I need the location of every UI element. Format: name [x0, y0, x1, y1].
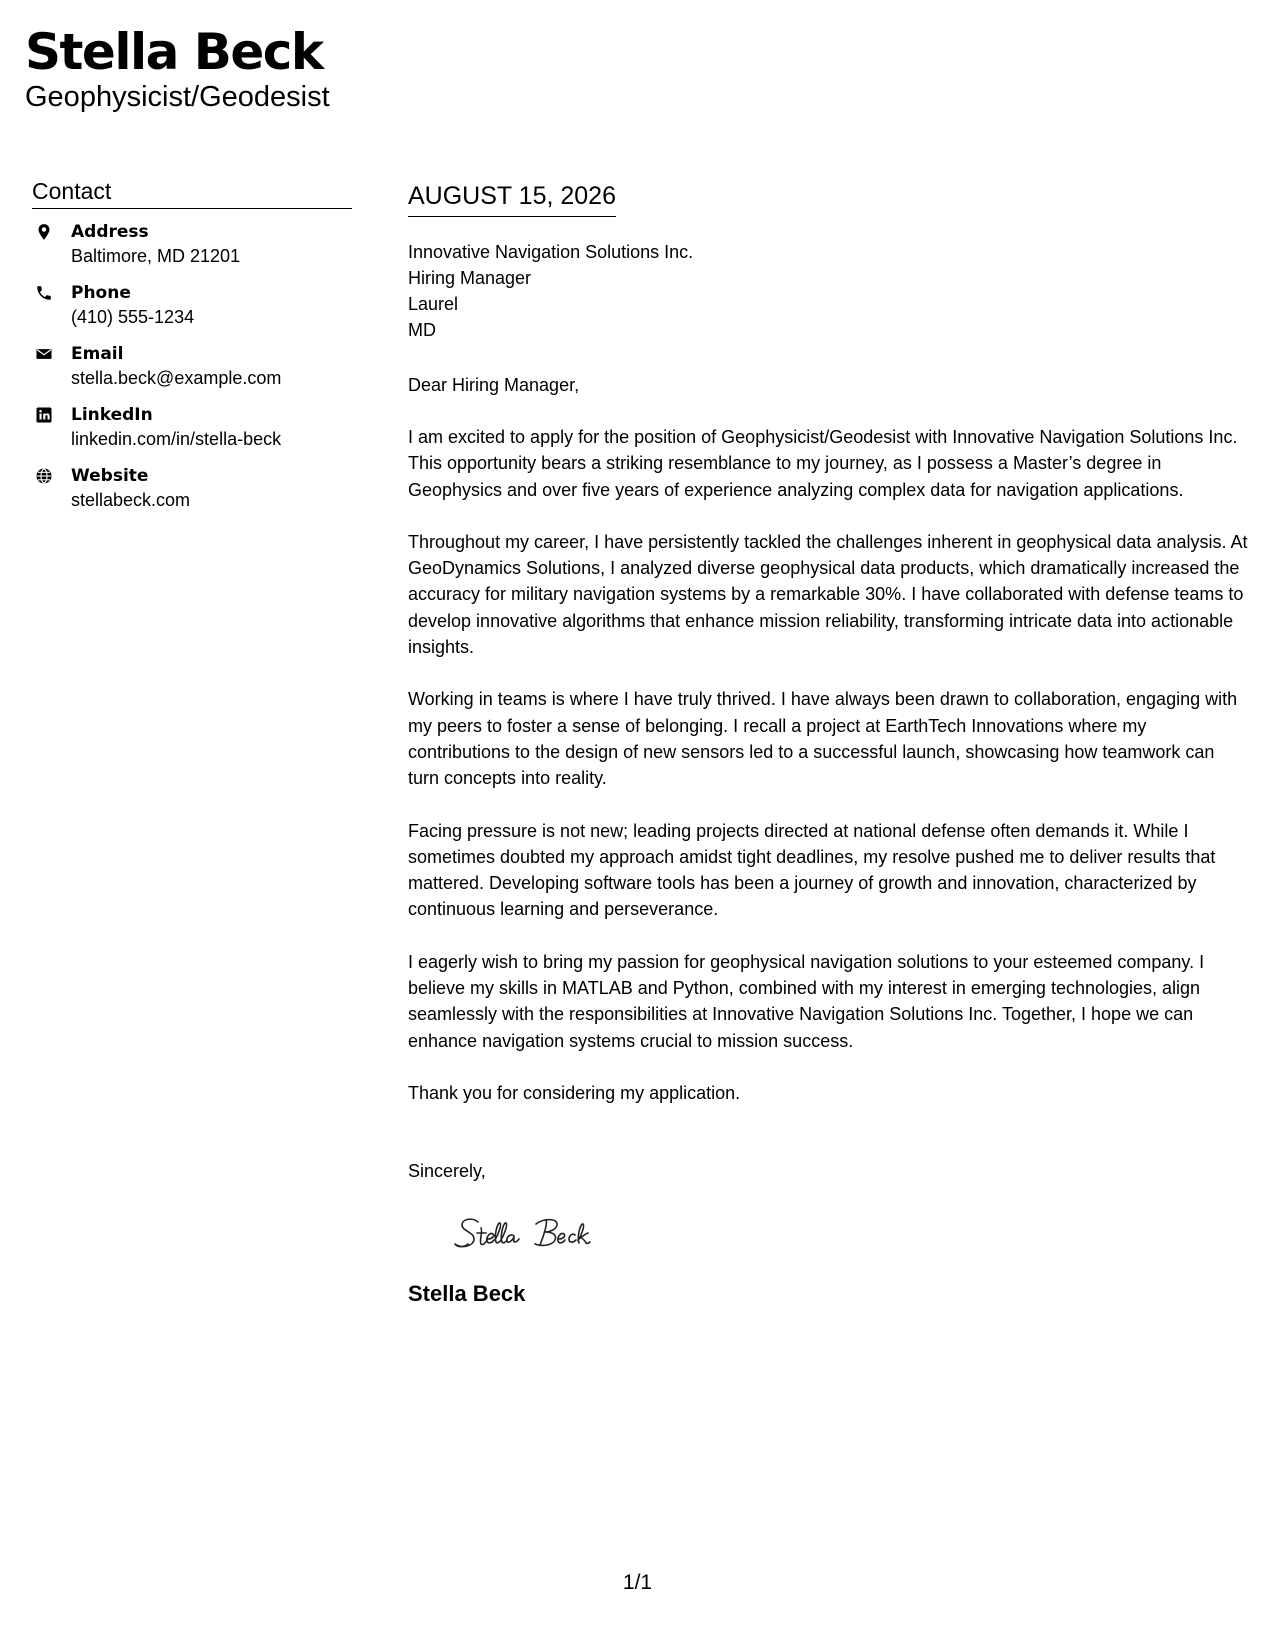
contact-item-email: [32, 343, 352, 390]
contact-label: Phone: [71, 283, 131, 303]
contact-label: LinkedIn: [71, 405, 153, 425]
signer-name: Stella Beck: [408, 1281, 526, 1307]
globe-icon: [35, 467, 53, 485]
applicant-job-title: Geophysicist/Geodesist: [25, 81, 330, 113]
handwritten-signature: [448, 1206, 638, 1260]
body-paragraph: Working in teams is where I have truly thrived. I have always been drawn to collaboration, engaging with my peers to foster a sense of belonging. I recall a project at EarthTech Innovations where my contributions to the design of new sensors led to a successful launch, showcasing how teamwork can turn concepts into reality.: [408, 689, 1238, 789]
contact-value: linkedin.com/in/stella-beck: [71, 429, 282, 449]
contact-label: Email: [71, 344, 124, 364]
contact-label: Address: [71, 222, 149, 242]
recipient-line: Hiring Manager: [408, 268, 532, 288]
page-number: 1/1: [622, 1571, 653, 1594]
phone-icon: [35, 284, 53, 302]
recipient-line: MD: [408, 320, 436, 340]
contact-value: (410) 555-1234: [71, 307, 195, 327]
contact-value: stellabeck.com: [71, 490, 191, 510]
contact-value: Baltimore, MD 21201: [71, 246, 241, 266]
body-paragraph: Facing pressure is not new; leading projects directed at national defense often demands it. While I sometimes doubted my approach amidst tight deadlines, my resolve pushed me to deliver results that mattered. Developing software tools has been a journey of growth and innovation, characterized by continuous learning and perseverance.: [408, 820, 1216, 920]
letter-header: [25, 22, 725, 114]
applicant-name: Stella Beck: [25, 23, 323, 81]
map-pin-icon: [35, 223, 53, 241]
contact-heading: Contact: [32, 177, 352, 209]
recipient-line: Innovative Navigation Solutions Inc.: [408, 242, 694, 262]
recipient-block: [408, 239, 1248, 343]
contact-item-website: [32, 465, 352, 512]
closing: Sincerely,: [408, 1161, 486, 1182]
letter-body: [408, 181, 1248, 1308]
body-paragraph: Throughout my career, I have persistently tackled the challenges inherent in geophysical data analysis. At GeoDynamics Solutions, I analyzed diverse geophysical data products, which dramatically increased the accuracy for military navigation systems by a remarkable 30%. I have collaborated with defense teams to develop innovative algorithms that enhance mission reliability, transforming intricate data into actionable insights.: [408, 531, 1248, 658]
contact-item-phone: [32, 282, 352, 329]
body-paragraph: I am excited to apply for the position of Geophysicist/Geodesist with Innovative Navigation Solutions Inc. This opportunity bears a striking resemblance to my journey, as I possess a Master’s degree in Geophysics and over five years of experience analyzing complex data for navigation applications.: [408, 427, 1238, 500]
linkedin-icon: [35, 406, 53, 424]
contact-value: stella.beck@example.com: [71, 368, 282, 388]
recipient-line: Laurel: [408, 294, 459, 314]
contact-label: Website: [71, 466, 149, 486]
body-paragraph: Thank you for considering my application.: [408, 1082, 741, 1103]
letter-date: AUGUST 15, 2026: [408, 181, 616, 217]
contact-sidebar: [32, 177, 352, 526]
body-paragraph: I eagerly wish to bring my passion for geophysical navigation solutions to your esteemed company. I believe my skills in MATLAB and Python, combined with my interest in emerging technologies, align seamlessly with the responsibilities at Innovative Navigation Solutions Inc. Together, I hope we can enhance navigation systems crucial to mission success.: [408, 951, 1205, 1051]
salutation: Dear Hiring Manager,: [408, 375, 580, 395]
signature-text: Stella Beck: [448, 1206, 454, 1208]
contact-item-linkedin: [32, 404, 352, 451]
contact-item-address: [32, 221, 352, 268]
envelope-icon: [35, 345, 53, 363]
